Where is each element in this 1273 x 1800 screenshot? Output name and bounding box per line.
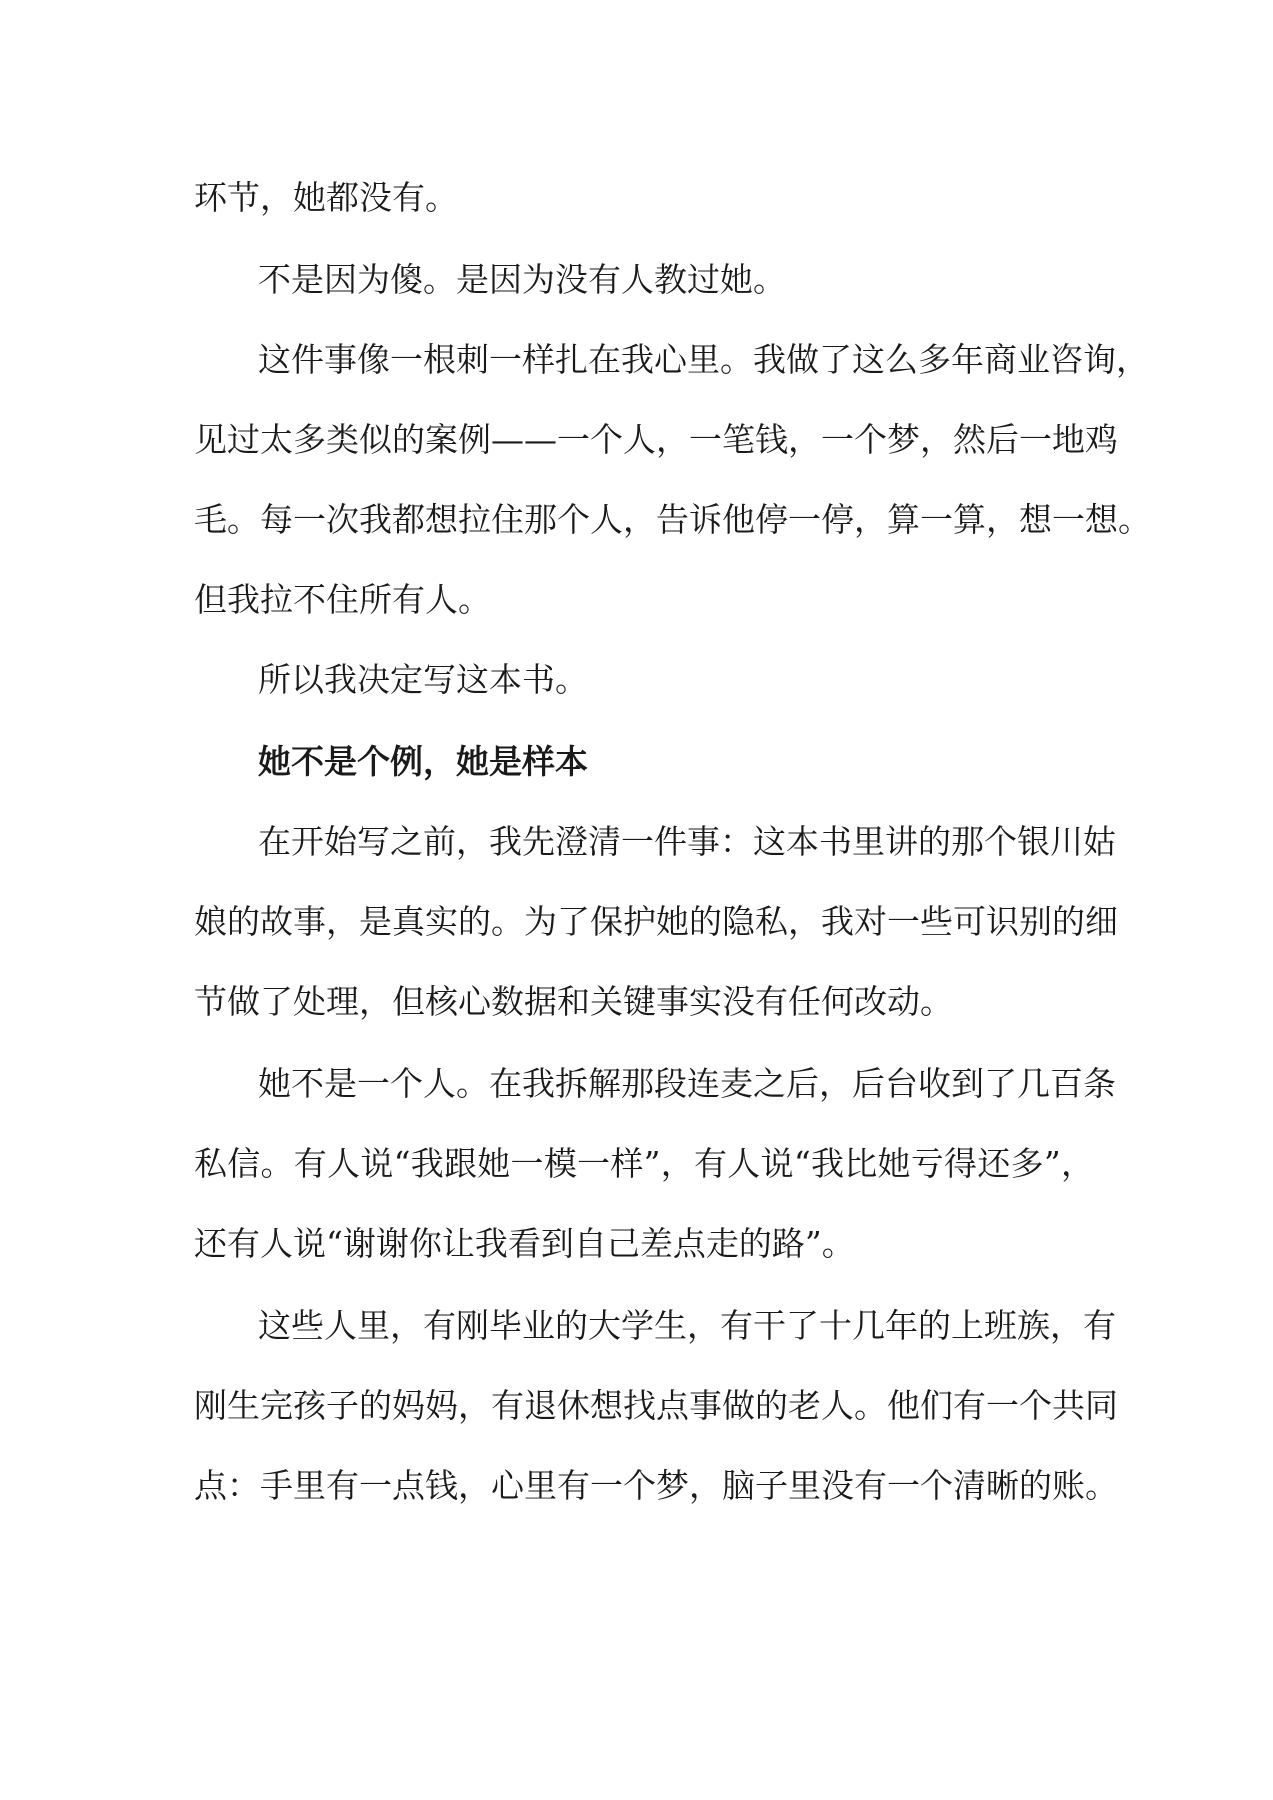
paragraph-line — [194, 1214, 1094, 1274]
paragraph-line — [194, 490, 1151, 550]
paragraph-text: 不是因为傻。是因为没有人教过她。 — [258, 260, 786, 299]
paragraph-line — [194, 570, 1094, 630]
paragraph-text: 毛。每一次我都想拉住那个人，告诉他停一停，算一算，想一想。 — [194, 500, 1151, 539]
paragraph-text: 刚生完孩子的妈妈，有退休想找点事做的老人。他们有一个共同 — [194, 1386, 1118, 1425]
paragraph-line — [194, 1296, 1116, 1356]
paragraph-text: 娘的故事，是真实的。为了保护她的隐私，我对一些可识别的细 — [194, 902, 1118, 941]
paragraph-line — [194, 1376, 1118, 1436]
paragraph-line — [194, 250, 1094, 310]
paragraph-line — [194, 168, 1094, 228]
section-heading-text: 她不是个例，她是样本 — [258, 742, 588, 781]
paragraph-text: 还有人说“谢谢你让我看到自己差点走的路”。 — [194, 1224, 855, 1263]
paragraph-text: 见过太多类似的案例——一个人，一笔钱，一个梦，然后一地鸡 — [194, 420, 1118, 459]
paragraph-line — [194, 1134, 1094, 1194]
paragraph-text: 这些人里，有刚毕业的大学生，有干了十几年的上班族，有 — [258, 1306, 1116, 1345]
paragraph-line — [194, 812, 1116, 872]
paragraph-line — [194, 972, 1094, 1032]
paragraph-text: 在开始写之前，我先澄清一件事：这本书里讲的那个银川姑 — [258, 822, 1116, 861]
section-heading — [194, 732, 1094, 792]
paragraph-text: 但我拉不住所有人。 — [194, 580, 491, 619]
paragraph-text: 所以我决定写这本书。 — [258, 660, 588, 699]
paragraph-line — [194, 892, 1118, 952]
paragraph-text: 环节，她都没有。 — [194, 178, 458, 217]
paragraph-text: 私信。有人说“我跟她一模一样”，有人说“我比她亏得还多”， — [194, 1144, 1094, 1183]
paragraph-line — [194, 1456, 1118, 1516]
paragraph-text: 这件事像一根刺一样扎在我心里。我做了这么多年商业咨询， — [258, 340, 1149, 379]
paragraph-text: 节做了处理，但核心数据和关键事实没有任何改动。 — [194, 982, 953, 1021]
paragraph-line — [194, 1054, 1116, 1114]
paragraph-text: 她不是一个人。在我拆解那段连麦之后，后台收到了几百条 — [258, 1064, 1116, 1103]
paragraph-line — [194, 410, 1118, 470]
paragraph-line — [194, 650, 1094, 710]
paragraph-line — [194, 330, 1149, 390]
paragraph-text: 点：手里有一点钱，心里有一个梦，脑子里没有一个清晰的账。 — [194, 1466, 1118, 1505]
